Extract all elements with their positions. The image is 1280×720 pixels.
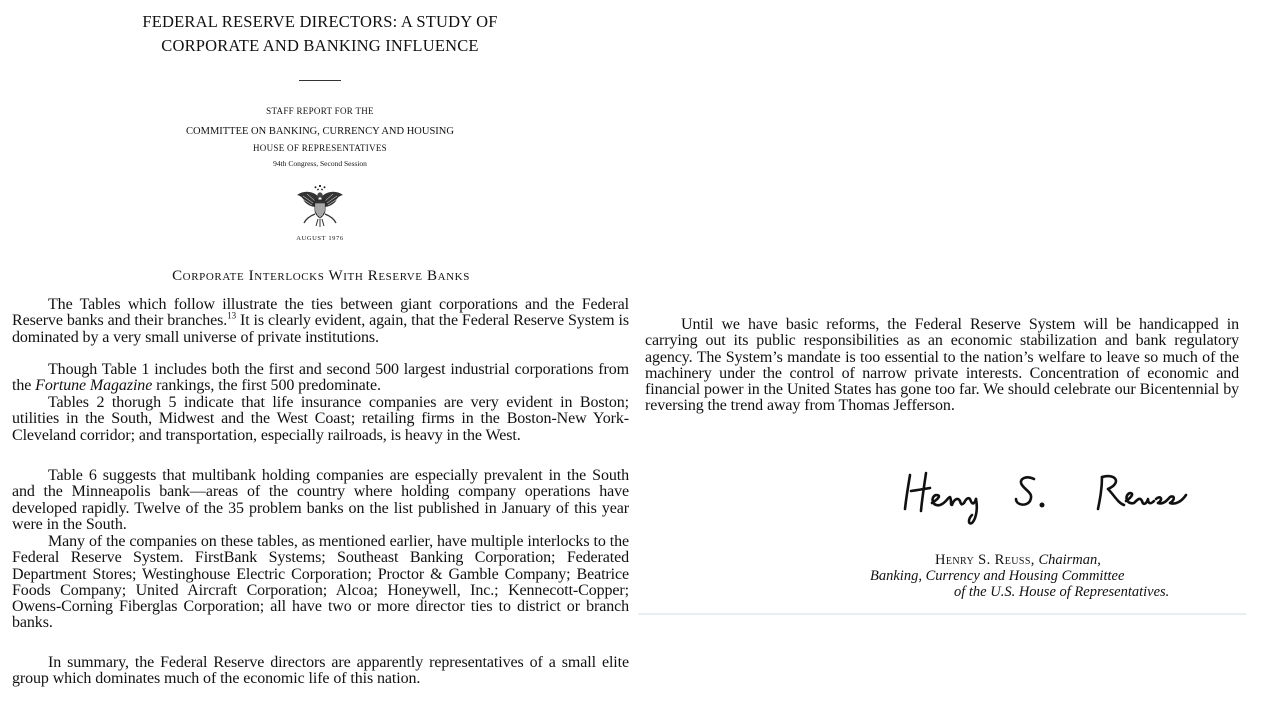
report-title bbox=[80, 10, 560, 58]
paragraph-5: Many of the companies on these tables, as mentioned earlier, have multiple interlocks to the Federal Reserve System. FirstBank Systems; Southeast Banking Corporation; Federated Department Stores; Westinghouse Electric Corporation; Proctor & Gamble Company; Beatrice Foods Company; United Aircraft Corporation; Alcoa; Honeywell, Inc.; Kennecott-Copper; Owens-Corning Fiberglas Corporation; all have two or more director ties to district or branch banks. bbox=[12, 533, 629, 632]
report-page-right bbox=[638, 305, 1246, 615]
paragraph-2 bbox=[12, 362, 629, 395]
fortune-magazine-title: Fortune Magazine bbox=[35, 377, 153, 395]
signer-house: of the U.S. House of Representatives. bbox=[954, 584, 1170, 600]
signer-name: Henry S. Reuss, bbox=[935, 552, 1035, 568]
paragraph-3: Tables 2 thorugh 5 indicate that life insurance companies are very evident in Boston; utilities in the South, Midwest and the West Coast; retailing firms in the Boston-New York-Cleveland corridor; and transportation, especially railroads, is heavy in the West. bbox=[12, 394, 629, 444]
committee-name: COMMITTEE ON BANKING, CURRENCY AND HOUSING bbox=[186, 126, 454, 137]
report-date: AUGUST 1976 bbox=[296, 235, 344, 242]
report-title-line2: CORPORATE AND BANKING INFLUENCE bbox=[161, 36, 479, 55]
signer-name-line bbox=[935, 552, 1101, 568]
paragraph-2-tail: rankings, the first 500 predominate. bbox=[152, 377, 381, 395]
congress-session: 94th Congress, Second Session bbox=[273, 159, 367, 168]
section-heading: Corporate Interlocks With Reserve Banks bbox=[172, 268, 470, 284]
eagle-seal-icon bbox=[295, 183, 345, 229]
title-divider bbox=[299, 80, 341, 81]
paragraph-1 bbox=[12, 297, 629, 346]
staff-report-label: STAFF REPORT FOR THE bbox=[266, 106, 374, 116]
paragraph-2-text: Though Table 1 includes both the first and second 500 largest industrial corporations from the bbox=[12, 361, 629, 395]
report-page-left bbox=[0, 258, 638, 694]
closing-paragraph: Until we have basic reforms, the Federal Reserve System will be handicapped in carrying out its public responsibilities as an economic stabilization and bank regulatory agency. The System’s mandate is too essential to the nation’s welfare to leave so much of the machinery under the control of narrow private interests. Concentration of economic and financial power in the United States has gone too far. We should celebrate our Bicentennial by reversing the trend away from Thomas Jefferson. bbox=[645, 316, 1239, 415]
signer-committee: Banking, Currency and Housing Committee bbox=[870, 568, 1125, 584]
report-title-line1: FEDERAL RESERVE DIRECTORS: A STUDY OF bbox=[142, 12, 498, 31]
footnote-ref[interactable]: 13 bbox=[227, 310, 236, 321]
paragraph-1-text: The Tables which follow illustrate the ties between giant corporations and the Federal Reserve banks and their branches. bbox=[12, 296, 629, 330]
paragraph-1-tail: It is clearly evident, again, that the Federal Reserve System is dominated by a very small universe of private institutions. bbox=[12, 312, 629, 346]
title-page bbox=[80, 0, 560, 245]
house-name: HOUSE OF REPRESENTATIVES bbox=[253, 143, 387, 153]
paragraph-4: Table 6 suggests that multibank holding companies are especially prevalent in the South and the Minneapolis bank—areas of the country where holding company operations have developed rapidly. Twelve of the 35 problem banks on the list published in January of this year were in the South. bbox=[12, 467, 629, 533]
signer-role: Chairman, bbox=[1038, 552, 1101, 568]
handwritten-signature bbox=[902, 465, 1202, 525]
paragraph-6: In summary, the Federal Reserve directors are apparently representatives of a small elite group which dominates much of the economic life of this nation. bbox=[12, 654, 629, 688]
